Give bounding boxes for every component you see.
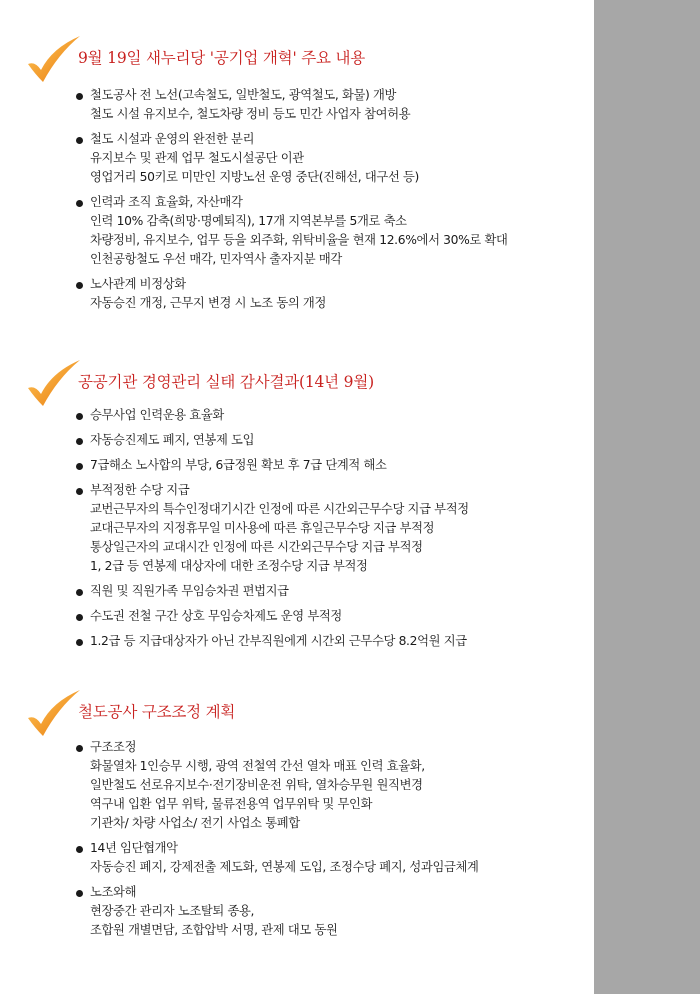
item-line: 화물열차 1인승무 시행, 광역 전철역 간선 열차 매표 인력 효율화, [90,759,425,773]
item-line: 일반철도 선로유지보수·전기장비운전 위탁, 열차승무원 원직변경 [90,778,423,792]
list-item [80,275,588,313]
bullet-icon [76,890,83,897]
section-audit-results [0,364,594,648]
item-line: 역구내 입환 업무 위탁, 물류전용역 업무위탁 및 무인화 [90,797,373,811]
section-header [0,694,594,734]
bullet-icon [76,589,83,596]
item-line: 교번근무자의 특수인정대기시간 인정에 따른 시간외근무수당 지급 부적정 [90,502,469,516]
list-item [80,738,588,833]
item-line: 노사관계 비정상화 [90,277,186,291]
bullet-icon [76,463,83,470]
section-header [0,40,594,80]
item-line: 자동승진제도 폐지, 연봉제 도입 [90,433,255,447]
checkmark-icon [22,358,84,410]
list-item [80,86,588,124]
list-item [80,839,588,877]
list-item [80,883,588,940]
bullet-icon [76,137,83,144]
item-line: 노조와해 [90,885,137,899]
list-item [80,130,588,187]
section-restructuring-plan [0,694,594,937]
item-line: 철도 시설과 운영의 완전한 분리 [90,132,255,146]
item-line: 기관차/ 차량 사업소/ 전기 사업소 통폐합 [90,816,300,830]
section-reform-summary [0,40,594,310]
item-line: 자동승진 폐지, 강제전출 제도화, 연봉제 도입, 조정수당 폐지, 성과임금체계 [90,860,479,874]
list-item [80,607,588,626]
bullet-icon [76,614,83,621]
list-item [80,193,588,269]
item-line: 영업거리 50키로 미만인 지방노선 운영 중단(진해선, 대구선 등) [90,170,420,184]
bullet-icon [76,200,83,207]
item-line: 인천공항철도 우선 매각, 민자역사 출자지분 매각 [90,252,342,266]
item-line: 구조조정 [90,740,137,754]
item-line: 14년 임단협개악 [90,841,178,855]
list-item [80,481,588,576]
list-item [80,456,588,475]
list-item [80,406,588,425]
item-line: 차량정비, 유지보수, 업무 등을 외주화, 위탁비율을 현재 12.6%에서 30%로 확대 [90,233,508,247]
item-line: 인력 10% 감축(희망·명예퇴직), 17개 지역본부를 5개로 축소 [90,214,407,228]
item-line: 조합원 개별면담, 조합압박 서명, 관제 대모 동원 [90,923,338,937]
item-line: 1.2급 등 지급대상자가 아닌 간부직원에게 시간외 근무수당 8.2억원 지급 [90,634,467,648]
item-line: 수도권 전철 구간 상호 무임승차제도 운영 부적정 [90,609,342,623]
bullet-icon [76,846,83,853]
item-line: 직원 및 직원가족 무임승차권 편법지급 [90,584,289,598]
item-line: 7급해소 노사합의 부당, 6급정원 확보 후 7급 단계적 해소 [90,458,387,472]
item-line: 인력과 조직 효율화, 자산매각 [90,195,243,209]
item-line: 철도 시설 유지보수, 철도차량 정비 등도 민간 사업자 참여허용 [90,107,411,121]
item-list [80,86,588,313]
bullet-icon [76,745,83,752]
section-title: 공공기관 경영관리 실태 감사결과(14년 9월) [78,373,374,391]
list-item [80,431,588,450]
item-line: 교대근무자의 지정휴무일 미사용에 따른 휴일근무수당 지급 부적정 [90,521,435,535]
bullet-icon [76,282,83,289]
side-margin-strip [594,0,700,994]
list-item [80,582,588,601]
section-title: 9월 19일 새누리당 '공기업 개혁' 주요 내용 [78,49,366,67]
item-list [80,738,588,940]
bullet-icon [76,93,83,100]
item-line: 승무사업 인력운용 효율화 [90,408,224,422]
item-line: 철도공사 전 노선(고속철도, 일반철도, 광역철도, 화물) 개방 [90,88,397,102]
list-item [80,632,588,651]
checkmark-icon [22,688,84,740]
checkmark-icon [22,34,84,86]
bullet-icon [76,488,83,495]
section-title: 철도공사 구조조정 계획 [78,703,236,721]
bullet-icon [76,413,83,420]
item-line: 통상일근자의 교대시간 인정에 따른 시간외근무수당 지급 부적정 [90,540,423,554]
item-line: 현장중간 관리자 노조탈퇴 종용, [90,904,255,918]
item-line: 유지보수 및 관제 업무 철도시설공단 이관 [90,151,304,165]
bullet-icon [76,639,83,646]
item-list [80,406,588,651]
item-line: 부적정한 수당 지급 [90,483,190,497]
section-header [0,364,594,404]
item-line: 1, 2급 등 연봉제 대상자에 대한 조정수당 지급 부적정 [90,559,368,573]
bullet-icon [76,438,83,445]
item-line: 자동승진 개정, 근무지 변경 시 노조 동의 개정 [90,296,326,310]
